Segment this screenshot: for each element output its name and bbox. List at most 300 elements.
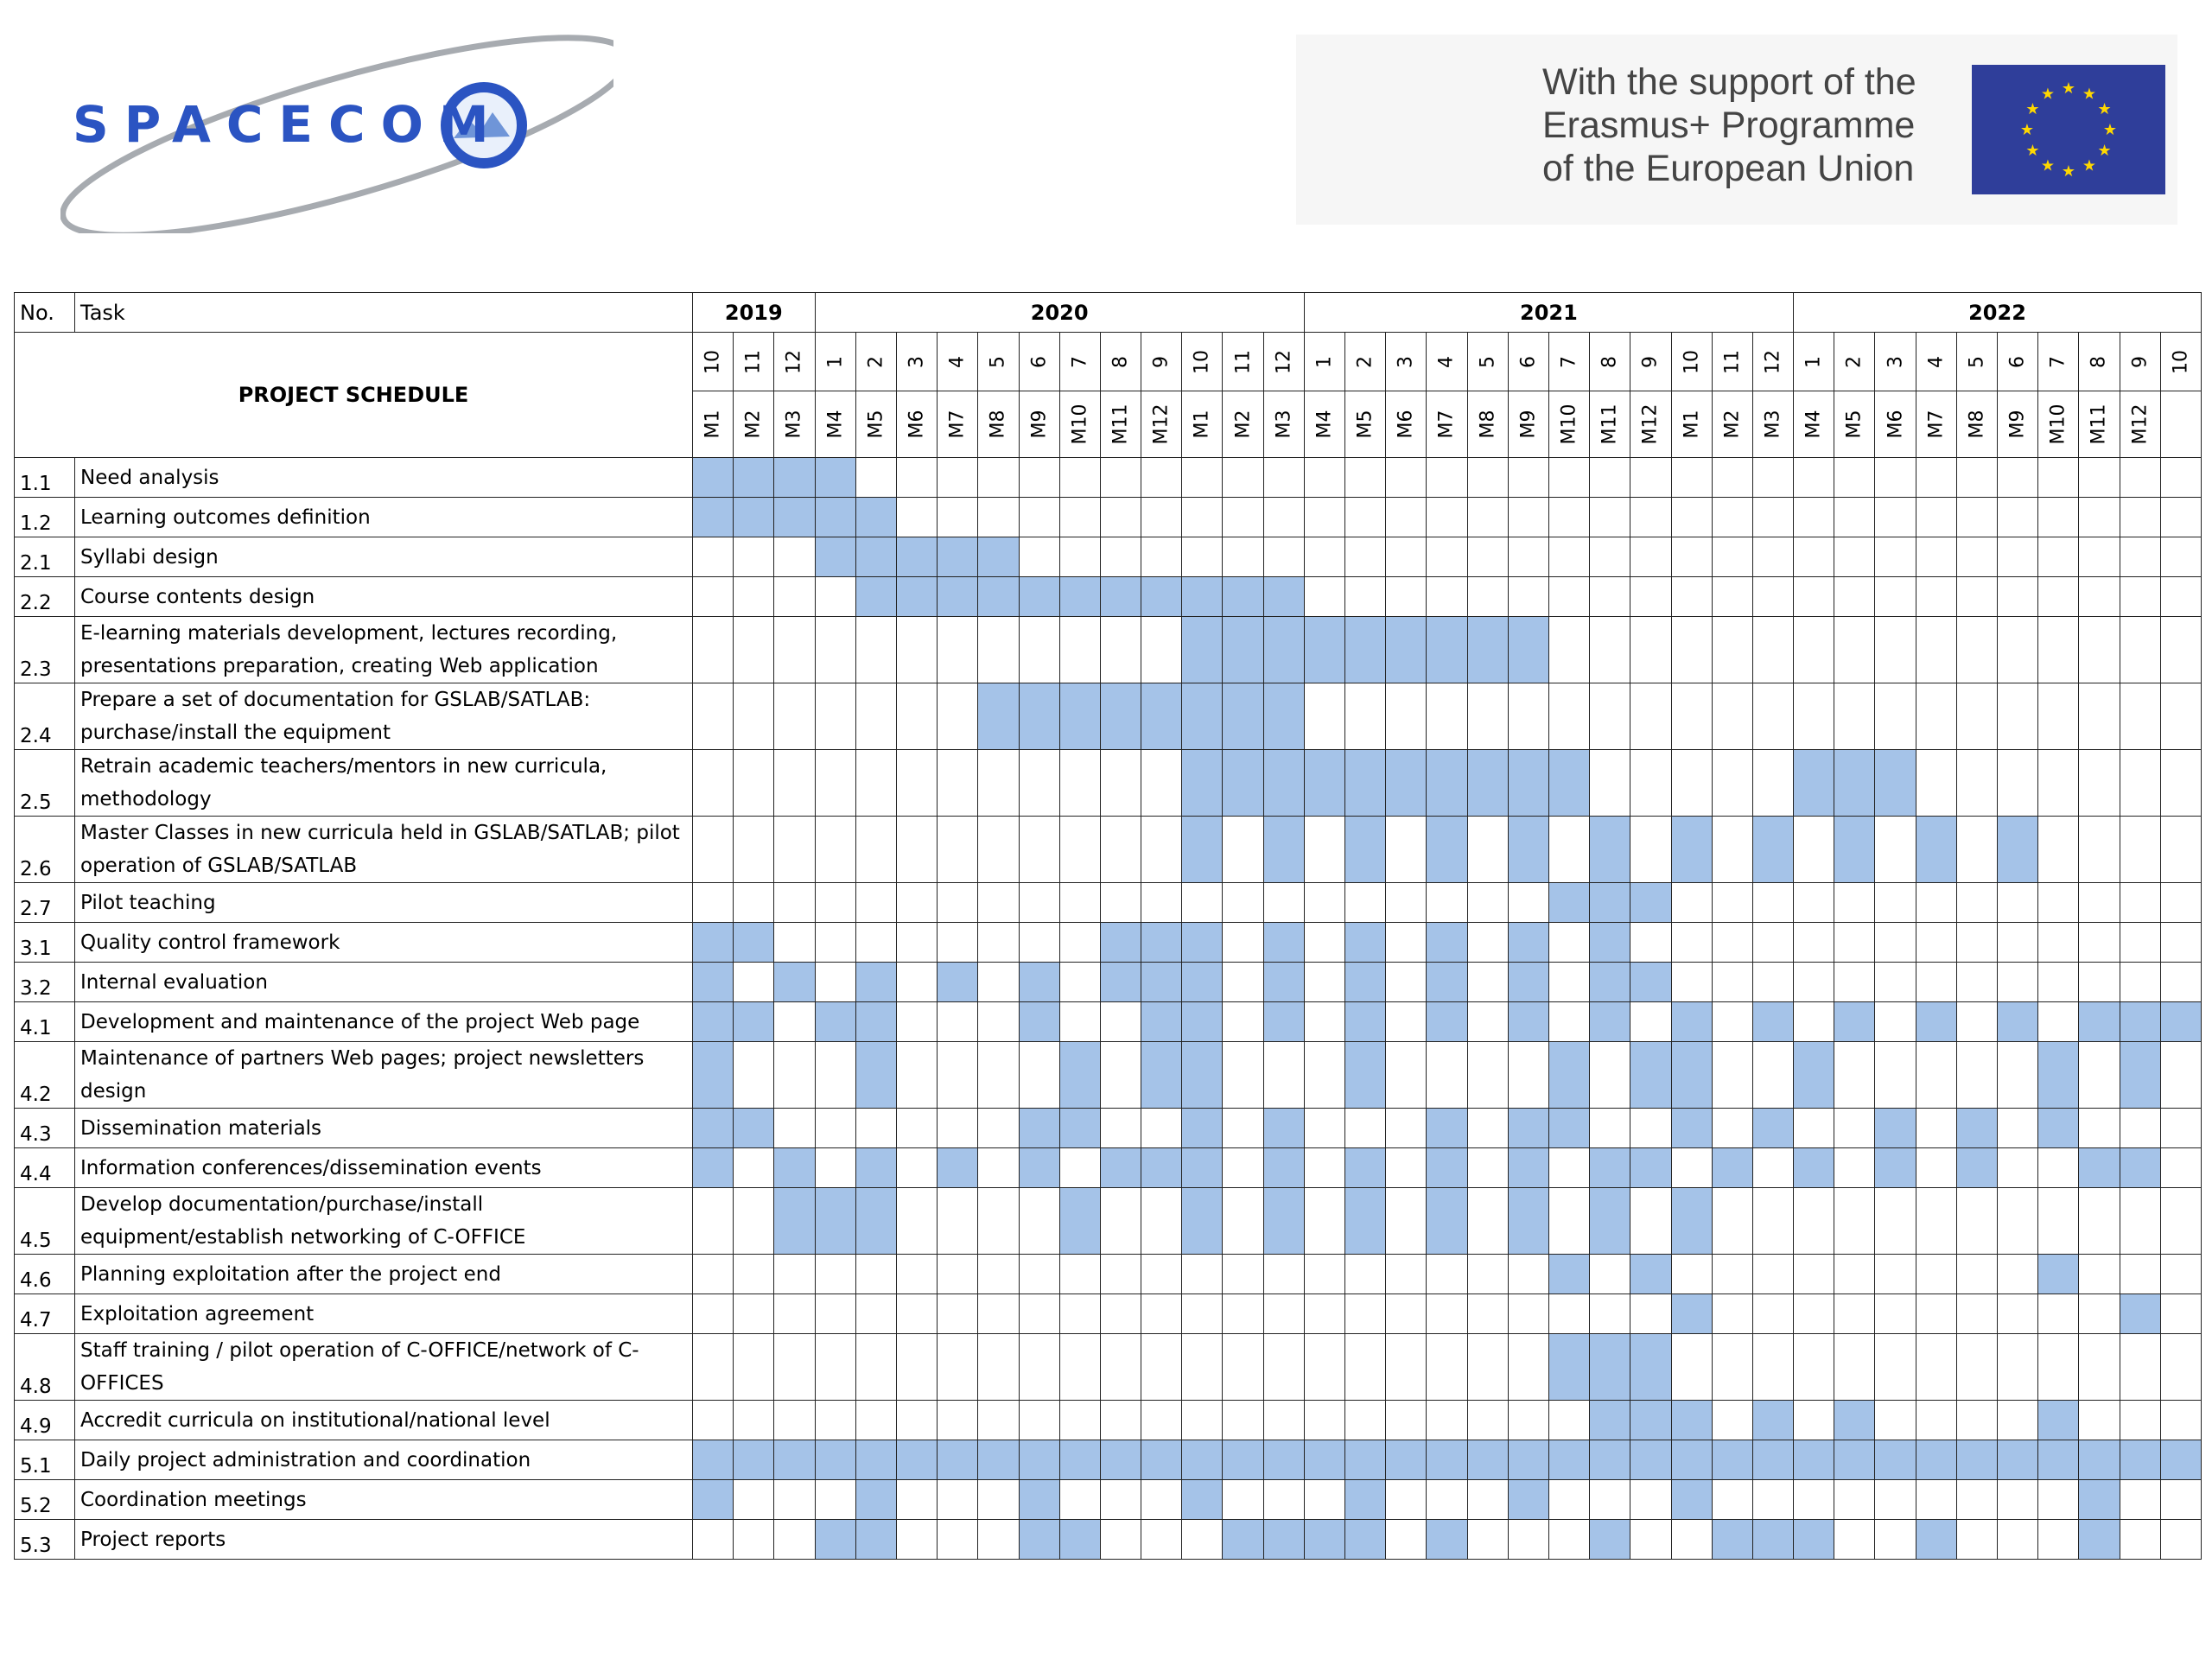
gantt-cell-empty [1590,1294,1630,1334]
gantt-cell-active [1141,683,1182,750]
task-row [15,498,2202,537]
gantt-cell-empty [693,617,734,683]
gantt-cell-active [1752,817,1793,883]
task-number: 4.1 [15,1002,75,1042]
gantt-cell-active [1630,1255,1671,1294]
gantt-cell-active [1752,1401,1793,1440]
gantt-cell-active [978,537,1019,577]
gantt-cell-active [1019,1109,1059,1148]
gantt-cell-empty [2079,883,2120,923]
gantt-cell-active [2120,1294,2160,1334]
gantt-cell-empty [2038,923,2079,963]
gantt-cell-empty [1059,617,1100,683]
gantt-cell-empty [2160,498,2201,537]
gantt-cell-empty [978,458,1019,498]
gantt-cell-empty [1752,883,1793,923]
gantt-cell-active [1223,1440,1263,1480]
gantt-cell-empty [1590,1109,1630,1148]
gantt-cell-empty [1263,1401,1304,1440]
gantt-cell-active [1590,1440,1630,1480]
gantt-cell-empty [896,1109,937,1148]
calendar-month-label: 2 [1354,355,1376,368]
gantt-cell-empty [2120,1255,2160,1294]
gantt-cell-active [1427,963,1467,1002]
project-month-label: M2 [1721,410,1744,439]
gantt-cell-empty [1998,883,2038,923]
gantt-cell-empty [938,1294,978,1334]
gantt-cell-active [1427,1148,1467,1188]
gantt-cell-empty [1752,683,1793,750]
gantt-cell-empty [693,750,734,817]
project-month-label: M11 [2088,404,2110,445]
task-name: Pilot teaching [75,883,693,923]
gantt-cell-empty [938,1002,978,1042]
gantt-cell-empty [774,750,815,817]
gantt-cell-empty [774,1294,815,1334]
gantt-cell-active [1427,1188,1467,1255]
gantt-cell-active [938,537,978,577]
gantt-cell-empty [693,817,734,883]
gantt-cell-empty [1834,458,1875,498]
project-month-cell [1467,391,1508,458]
gantt-cell-empty [1916,1255,1956,1294]
gantt-cell-active [734,923,774,963]
gantt-cell-empty [1712,1255,1752,1294]
gantt-cell-empty [1386,923,1427,963]
gantt-cell-empty [1834,1148,1875,1188]
eu-star-icon: ★ [2061,162,2076,181]
calendar-month-label: 6 [1028,355,1051,368]
project-month-cell [855,391,896,458]
gantt-cell-empty [1671,498,1712,537]
gantt-cell-empty [1630,923,1671,963]
project-month-label: M3 [1762,410,1784,439]
project-month-label: M1 [1681,410,1703,439]
eu-text-line: Erasmus+ Programme [1542,105,1916,146]
gantt-cell-empty [1548,923,1589,963]
gantt-cell-active [1671,1294,1712,1334]
gantt-cell-active [1304,617,1344,683]
gantt-cell-empty [1467,1002,1508,1042]
gantt-cell-empty [1467,1334,1508,1401]
gantt-cell-empty [1998,1334,2038,1401]
project-month-label: M6 [906,410,928,439]
gantt-cell-active [1590,923,1630,963]
gantt-cell-empty [1956,750,1997,817]
gantt-cell-empty [1467,883,1508,923]
eu-star-icon: ★ [2082,156,2097,175]
gantt-cell-empty [855,883,896,923]
gantt-cell-empty [1223,1294,1263,1334]
gantt-cell-active [1548,750,1589,817]
gantt-cell-active [1223,577,1263,617]
gantt-cell-empty [2079,617,2120,683]
gantt-cell-empty [938,498,978,537]
gantt-cell-active [1508,963,1548,1002]
project-month-label: M11 [1599,404,1621,445]
gantt-cell-empty [2120,883,2160,923]
project-month-label: M3 [783,410,805,439]
gantt-cell-empty [774,1520,815,1560]
gantt-cell-active [1875,1148,1916,1188]
calendar-month-label: 4 [1925,355,1948,368]
gantt-cell-empty [1794,1109,1834,1148]
gantt-cell-empty [1548,577,1589,617]
project-month-label: M4 [824,410,847,439]
gantt-cell-empty [1141,617,1182,683]
gantt-cell-empty [1467,1148,1508,1188]
task-row [15,1480,2202,1520]
gantt-cell-empty [815,1480,855,1520]
task-number: 4.7 [15,1294,75,1334]
project-month-cell [1263,391,1304,458]
gantt-cell-empty [1712,963,1752,1002]
gantt-cell-empty [1059,1148,1100,1188]
gantt-cell-empty [693,1294,734,1334]
gantt-cell-active [1386,750,1427,817]
gantt-cell-active [774,458,815,498]
task-name: Learning outcomes definition [75,498,693,537]
gantt-cell-active [693,1042,734,1109]
gantt-cell-empty [815,1294,855,1334]
gantt-cell-active [1916,1002,1956,1042]
gantt-cell-empty [2160,1294,2201,1334]
gantt-cell-empty [1019,1042,1059,1109]
gantt-cell-active [1794,1042,1834,1109]
gantt-cell-empty [1875,1255,1916,1294]
gantt-cell-active [1508,1188,1548,1255]
gantt-cell-empty [1223,1188,1263,1255]
gantt-cell-active [1141,1002,1182,1042]
gantt-cell-active [693,923,734,963]
gantt-cell-empty [1386,1109,1427,1148]
gantt-cell-empty [1467,1401,1508,1440]
gantt-cell-empty [1794,883,1834,923]
gantt-cell-empty [1345,458,1386,498]
gantt-cell-empty [1671,617,1712,683]
gantt-cell-empty [896,1042,937,1109]
task-row [15,1401,2202,1440]
gantt-cell-active [693,1148,734,1188]
gantt-cell-active [1019,1520,1059,1560]
project-month-cell [774,391,815,458]
gantt-cell-empty [1794,1188,1834,1255]
gantt-cell-empty [2079,1109,2120,1148]
gantt-cell-active [1182,750,1223,817]
gantt-cell-active [2079,1148,2120,1188]
gantt-cell-empty [2120,458,2160,498]
gantt-cell-active [1386,1440,1427,1480]
gantt-cell-empty [734,537,774,577]
project-month-label: M12 [1639,404,1662,445]
gantt-cell-empty [734,1520,774,1560]
gantt-cell-active [2160,1440,2201,1480]
gantt-cell-empty [1386,963,1427,1002]
gantt-cell-empty [1548,1148,1589,1188]
gantt-cell-empty [896,963,937,1002]
gantt-cell-empty [1916,1042,1956,1109]
gantt-cell-empty [1467,1294,1508,1334]
project-month-label: M7 [1925,410,1948,439]
gantt-cell-empty [734,963,774,1002]
gantt-cell-empty [693,577,734,617]
calendar-month-label: 5 [987,355,1009,368]
gantt-cell-active [1304,1520,1344,1560]
gantt-cell-empty [774,1401,815,1440]
gantt-cell-empty [1100,1109,1141,1148]
gantt-cell-active [1508,1002,1548,1042]
gantt-cell-empty [1956,1480,1997,1520]
gantt-cell-active [1263,1148,1304,1188]
task-row [15,1188,2202,1255]
gantt-cell-empty [1182,1294,1223,1334]
gantt-cell-empty [1916,498,1956,537]
gantt-cell-empty [1956,683,1997,750]
gantt-cell-active [1345,1002,1386,1042]
project-month-label: M12 [1150,404,1173,445]
gantt-cell-empty [1834,577,1875,617]
gantt-cell-empty [855,1334,896,1401]
gantt-cell-empty [734,1188,774,1255]
gantt-cell-empty [1059,923,1100,963]
gantt-cell-empty [1100,883,1141,923]
gantt-cell-empty [1752,458,1793,498]
task-number: 2.6 [15,817,75,883]
gantt-cell-empty [1630,458,1671,498]
gantt-cell-empty [1141,1520,1182,1560]
gantt-cell-empty [2120,1520,2160,1560]
gantt-cell-empty [2120,1188,2160,1255]
gantt-cell-empty [1794,683,1834,750]
gantt-cell-active [1712,1148,1752,1188]
gantt-cell-empty [1712,750,1752,817]
gantt-cell-empty [1059,750,1100,817]
gantt-cell-empty [1834,1188,1875,1255]
gantt-cell-active [1998,817,2038,883]
eu-star-icon: ★ [2025,142,2040,160]
gantt-cell-empty [1875,883,1916,923]
calendar-month-cell [774,333,815,391]
gantt-cell-empty [1548,458,1589,498]
calendar-month-cell [1956,333,1997,391]
project-month-label: M9 [1517,410,1540,439]
project-month-cell [1345,391,1386,458]
gantt-cell-empty [1427,498,1467,537]
gantt-cell-active [1712,1520,1752,1560]
gantt-cell-empty [815,750,855,817]
gantt-cell-active [1630,883,1671,923]
calendar-month-cell [1671,333,1712,391]
gantt-cell-empty [1019,817,1059,883]
gantt-cell-empty [1304,458,1344,498]
project-month-label: M11 [1109,404,1132,445]
gantt-cell-empty [1263,1334,1304,1401]
gantt-cell-empty [896,1401,937,1440]
gantt-cell-empty [1508,1334,1548,1401]
gantt-cell-empty [1956,577,1997,617]
gantt-cell-active [1630,1440,1671,1480]
gantt-cell-empty [1223,458,1263,498]
gantt-cell-empty [1712,498,1752,537]
gantt-cell-active [774,1148,815,1188]
gantt-cell-empty [1223,1109,1263,1148]
project-month-label: M6 [1395,410,1417,439]
project-month-cell [1834,391,1875,458]
gantt-cell-empty [1467,1109,1508,1148]
gantt-cell-active [1630,1042,1671,1109]
gantt-cell-empty [1834,617,1875,683]
task-number: 4.4 [15,1148,75,1188]
gantt-cell-empty [2079,1294,2120,1334]
gantt-cell-empty [2120,683,2160,750]
gantt-cell-empty [2160,1401,2201,1440]
gantt-cell-empty [1794,1255,1834,1294]
gantt-cell-active [1671,1002,1712,1042]
task-row [15,1148,2202,1188]
gantt-cell-empty [978,1188,1019,1255]
gantt-cell-empty [1223,1401,1263,1440]
gantt-cell-empty [1712,1334,1752,1401]
gantt-cell-active [1345,923,1386,963]
gantt-cell-active [1794,1148,1834,1188]
calendar-month-label: 3 [1395,355,1417,368]
gantt-cell-empty [774,1042,815,1109]
gantt-cell-active [1427,617,1467,683]
gantt-cell-empty [1671,963,1712,1002]
gantt-cell-active [1548,1255,1589,1294]
gantt-cell-active [1671,1401,1712,1440]
gantt-cell-empty [1508,1520,1548,1560]
project-month-label: M8 [987,410,1009,439]
gantt-cell-empty [1508,537,1548,577]
gantt-cell-empty [1752,923,1793,963]
gantt-cell-empty [774,683,815,750]
task-number: 2.5 [15,750,75,817]
gantt-cell-active [1263,750,1304,817]
gantt-cell-active [1345,1520,1386,1560]
gantt-cell-active [1671,817,1712,883]
gantt-cell-empty [1182,1401,1223,1440]
gantt-cell-active [1223,1520,1263,1560]
gantt-cell-empty [1956,498,1997,537]
gantt-cell-empty [1386,458,1427,498]
gantt-cell-empty [2160,537,2201,577]
gantt-cell-empty [855,617,896,683]
gantt-cell-empty [1956,1520,1997,1560]
gantt-cell-empty [1386,683,1427,750]
gantt-cell-empty [1019,617,1059,683]
gantt-cell-empty [1467,923,1508,963]
calendar-month-cell [1590,333,1630,391]
gantt-cell-empty [1304,1294,1344,1334]
task-name: Coordination meetings [75,1480,693,1520]
gantt-cell-active [2038,1109,2079,1148]
gantt-cell-empty [2038,1002,2079,1042]
gantt-cell-empty [978,1401,1019,1440]
gantt-cell-empty [1671,1255,1712,1294]
gantt-cell-empty [2160,1109,2201,1148]
gantt-cell-empty [1345,498,1386,537]
task-row [15,537,2202,577]
gantt-cell-active [896,1440,937,1480]
gantt-cell-empty [1712,1188,1752,1255]
gantt-cell-empty [2079,683,2120,750]
gantt-cell-empty [1548,1294,1589,1334]
gantt-cell-active [815,1002,855,1042]
gantt-cell-active [1548,1109,1589,1148]
project-month-label: M2 [742,410,765,439]
gantt-cell-empty [1100,498,1141,537]
gantt-cell-empty [1875,1520,1916,1560]
gantt-cell-empty [1875,1401,1916,1440]
gantt-cell-empty [1508,1042,1548,1109]
gantt-cell-active [1019,577,1059,617]
gantt-cell-empty [1427,1480,1467,1520]
gantt-cell-active [855,963,896,1002]
gantt-cell-active [734,1002,774,1042]
gantt-cell-empty [1304,1255,1344,1294]
gantt-cell-active [1794,750,1834,817]
gantt-cell-empty [1834,1480,1875,1520]
gantt-cell-empty [1100,537,1141,577]
gantt-cell-empty [1141,1255,1182,1294]
gantt-cell-active [1752,1002,1793,1042]
gantt-cell-empty [978,963,1019,1002]
gantt-cell-empty [2160,1520,2201,1560]
eu-flag-icon [1972,65,2165,194]
gantt-cell-empty [1141,1109,1182,1148]
gantt-cell-active [1019,963,1059,1002]
gantt-cell-empty [1752,498,1793,537]
gantt-cell-empty [2120,617,2160,683]
gantt-cell-empty [1263,1255,1304,1294]
gantt-cell-active [1916,817,1956,883]
gantt-cell-empty [2120,923,2160,963]
gantt-cell-active [2120,1042,2160,1109]
calendar-month-cell [1059,333,1100,391]
gantt-cell-empty [938,1334,978,1401]
gantt-cell-active [855,498,896,537]
gantt-cell-empty [2038,577,2079,617]
gantt-cell-empty [2160,963,2201,1002]
project-month-cell [2120,391,2160,458]
gantt-cell-active [1956,1109,1997,1148]
gantt-cell-active [1345,1188,1386,1255]
gantt-cell-empty [1141,458,1182,498]
gantt-cell-active [693,963,734,1002]
gantt-cell-empty [1956,1042,1997,1109]
gantt-cell-empty [1427,537,1467,577]
gantt-cell-empty [1548,1002,1589,1042]
calendar-month-cell [1182,333,1223,391]
gantt-cell-empty [1712,883,1752,923]
gantt-cell-empty [1998,1109,2038,1148]
gantt-cell-empty [1467,1520,1508,1560]
gantt-cell-empty [1875,963,1916,1002]
gantt-cell-empty [2079,963,2120,1002]
project-month-cell [1794,391,1834,458]
calendar-month-label: 6 [2006,355,2029,368]
gantt-cell-empty [693,1401,734,1440]
gantt-cell-empty [1590,1042,1630,1109]
calendar-month-cell [1141,333,1182,391]
project-month-cell [1182,391,1223,458]
task-number: 4.8 [15,1334,75,1401]
gantt-cell-active [1182,923,1223,963]
gantt-cell-empty [896,1188,937,1255]
gantt-cell-empty [2120,1334,2160,1401]
gantt-cell-empty [734,617,774,683]
